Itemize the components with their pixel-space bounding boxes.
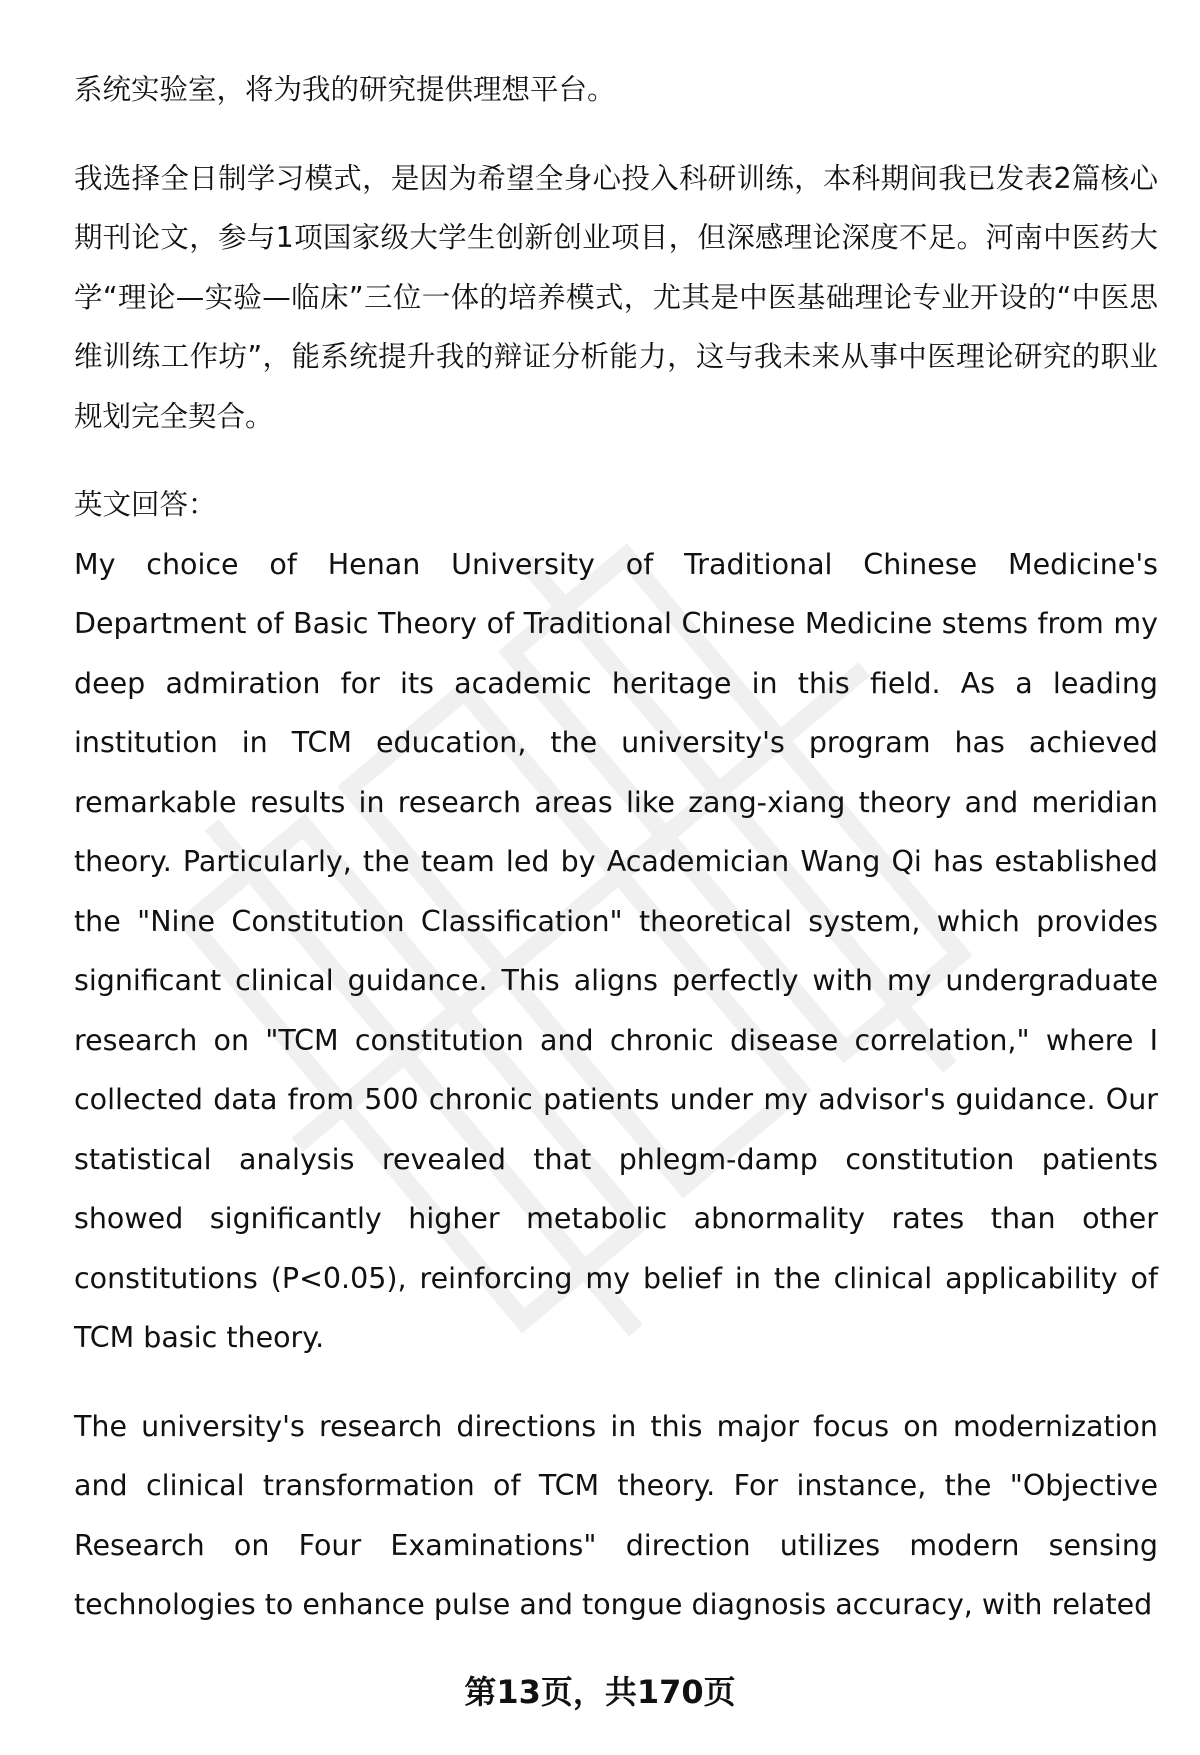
paragraph-cn-2: 我选择全日制学习模式，是因为希望全身心投入科研训练，本科期间我已发表2篇核心期刊论文，参与1项国家级大学生创新创业项目，但深感理论深度不足。河南中医药大学“理论—实验—临床”三位一体的培养模式，尤其是中医基础理论专业开设的“中医思维训练工作坊”，能系统提升我的辩证分析能力，这与我未来从事中医理论研究的职业规划完全契合。	[74, 161, 1158, 433]
english-answer-label: 英文回答：	[74, 488, 217, 521]
paragraph-cn-1: 系统实验室，将为我的研究提供理想平台。	[74, 73, 616, 106]
main-content	[74, 60, 1158, 1635]
paragraph-en-2: The university's research directions in this major focus on modernization and clinical transformation of TCM theory. For instance, the "Objective Research on Four Examinations" direction utilizes modern sensing technologies to enhance pulse and tongue diagnosis accuracy, with related	[74, 1409, 1158, 1621]
paragraph-en-1: My choice of Henan University of Traditional Chinese Medicine's Department of Basic Theory of Traditional Chinese Medicine stems from my deep admiration for its academic heritage in this field. As a leading institution in TCM education, the university's program has achieved remarkable results in research areas like zang-xiang theory and meridian theory. Particularly, the team led by Academician Wang Qi has established the "Nine Constitution Classification" theoretical system, which provides significant clinical guidance. This aligns perfectly with my undergraduate research on "TCM constitution and chronic disease correlation," where I collected data from 500 chronic patients under my advisor's guidance. Our statistical analysis revealed that phlegm-damp constitution patients showed significantly higher metabolic abnormality rates than other constitutions (P<0.05), reinforcing my belief in the clinical applicability of TCM basic theory.	[74, 547, 1158, 1354]
page-number-footer: 第13页，共170页	[464, 1673, 736, 1711]
